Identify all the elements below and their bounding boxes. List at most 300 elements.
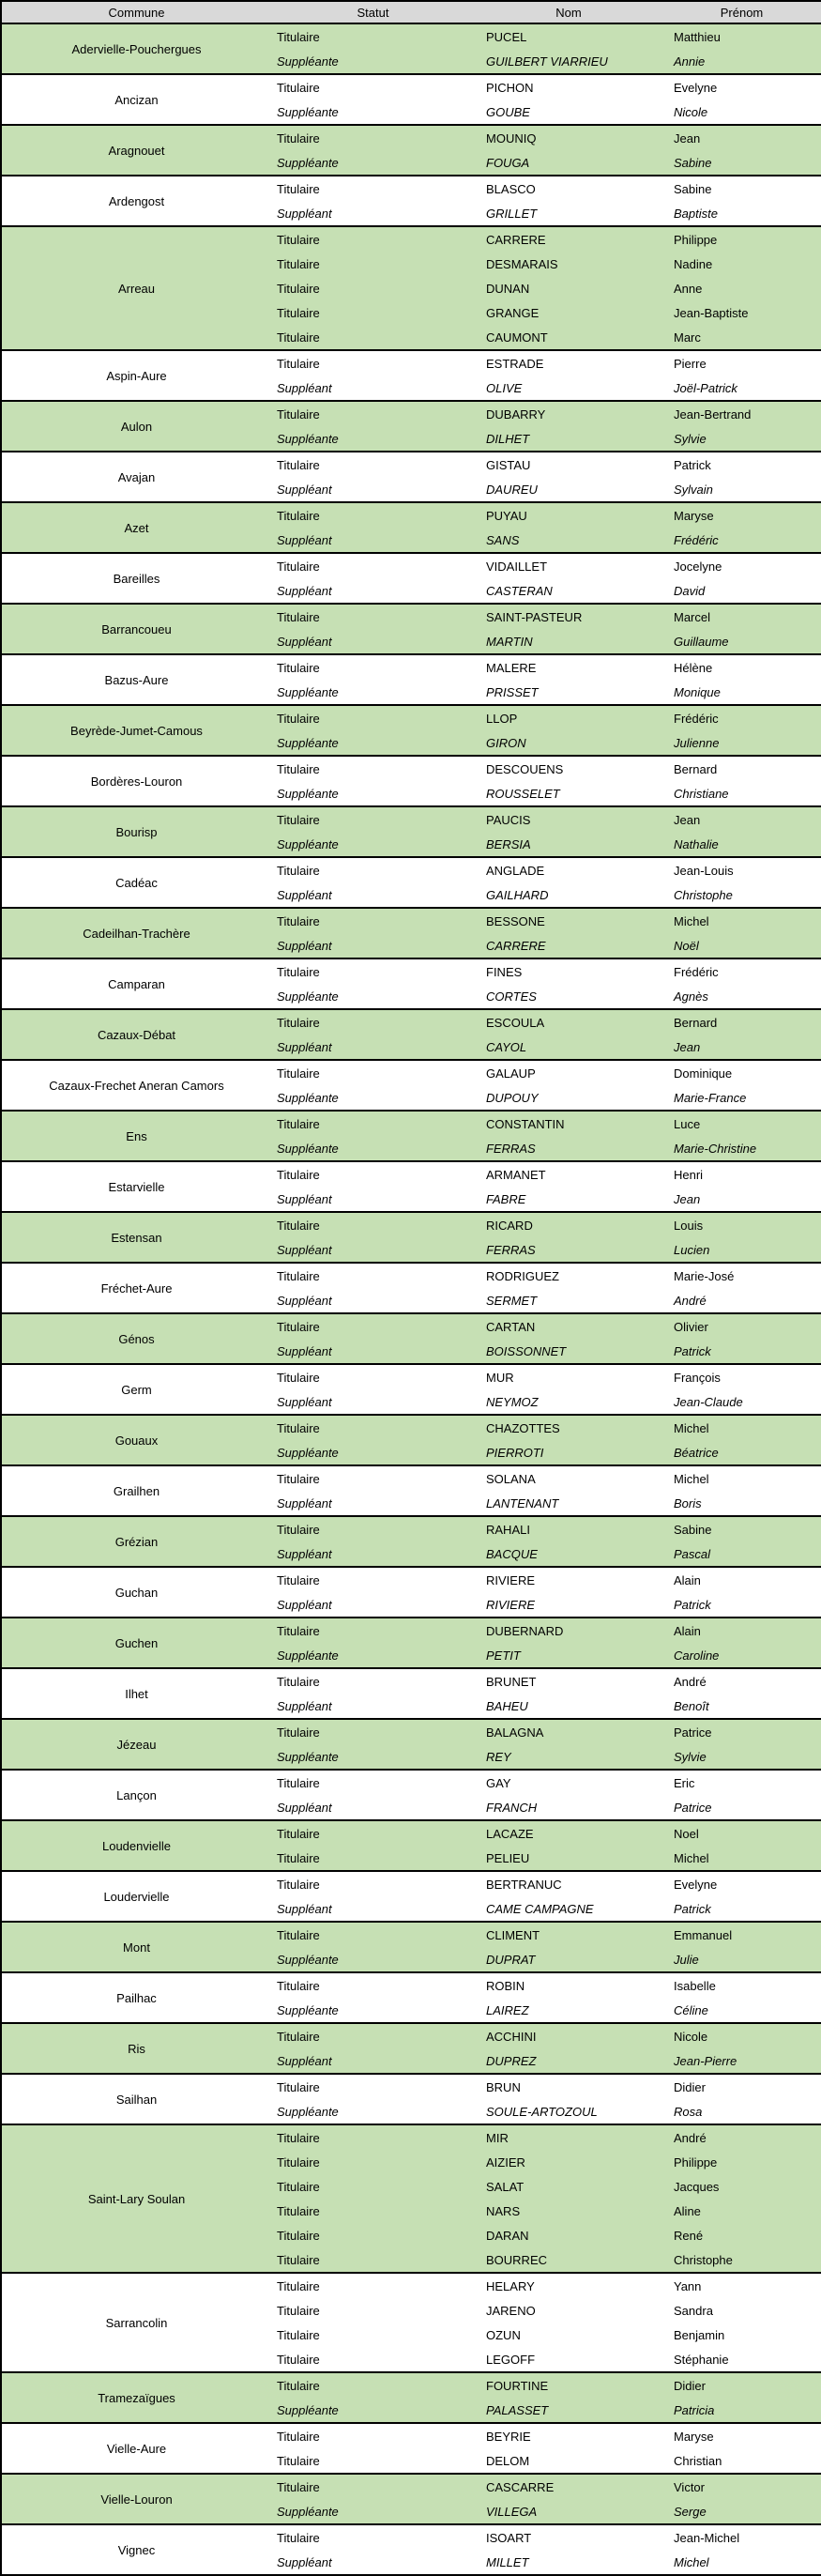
commune-cell: Pailhac [1, 1972, 271, 2023]
commune-cell: Arreau [1, 226, 271, 350]
statut-cell: Suppléante [271, 2099, 475, 2124]
nom-cell: GISTAU [475, 452, 662, 477]
statut-cell: Titulaire [271, 401, 475, 426]
prenom-cell: Joël-Patrick [662, 376, 821, 401]
header-row [1, 1, 821, 23]
prenom-cell: Luce [662, 1111, 821, 1136]
commune-cell: Aragnouet [1, 125, 271, 176]
table-row [1, 1770, 821, 1795]
nom-cell: BLASCO [475, 176, 662, 201]
prenom-cell: Patrice [662, 1719, 821, 1744]
table-row [1, 1415, 821, 1440]
nom-cell: ANGLADE [475, 857, 662, 882]
table-row [1, 1516, 821, 1541]
nom-cell: FERRAS [475, 1136, 662, 1161]
statut-cell: Suppléant [271, 1491, 475, 1516]
statut-cell: Suppléante [271, 100, 475, 125]
statut-cell: Titulaire [271, 2347, 475, 2372]
prenom-cell: André [662, 1668, 821, 1694]
prenom-cell: David [662, 578, 821, 604]
statut-cell: Titulaire [271, 1060, 475, 1085]
table-row [1, 1618, 821, 1643]
table-row [1, 654, 821, 680]
commune-cell: Loudervielle [1, 1871, 271, 1922]
statut-cell: Titulaire [271, 1567, 475, 1592]
prenom-cell: Jean [662, 125, 821, 150]
statut-cell: Suppléant [271, 1896, 475, 1922]
nom-cell: LACAZE [475, 1820, 662, 1846]
prenom-cell: Nathalie [662, 832, 821, 857]
prenom-cell: Marie-France [662, 1085, 821, 1111]
prenom-cell: Aline [662, 2199, 821, 2223]
statut-cell: Titulaire [271, 1263, 475, 1288]
commune-cell: Vignec [1, 2524, 271, 2575]
prenom-cell: Yann [662, 2273, 821, 2298]
commune-cell: Avajan [1, 452, 271, 502]
statut-cell: Suppléante [271, 1643, 475, 1668]
column-header-prenom: Prénom [662, 1, 821, 23]
statut-cell: Suppléante [271, 984, 475, 1009]
commune-cell: Lançon [1, 1770, 271, 1820]
nom-cell: PUYAU [475, 502, 662, 528]
nom-cell: PUCEL [475, 23, 662, 49]
nom-cell: AIZIER [475, 2150, 662, 2174]
commune-cell: Ilhet [1, 1668, 271, 1719]
commune-cell: Cazaux-Débat [1, 1009, 271, 1060]
nom-cell: BESSONE [475, 908, 662, 933]
nom-cell: VILLEGA [475, 2499, 662, 2524]
nom-cell: LLOP [475, 705, 662, 730]
statut-cell: Titulaire [271, 1668, 475, 1694]
statut-cell: Titulaire [271, 2273, 475, 2298]
statut-cell: Titulaire [271, 1313, 475, 1339]
commune-cell: Azet [1, 502, 271, 553]
nom-cell: GIRON [475, 730, 662, 756]
nom-cell: CAYOL [475, 1035, 662, 1060]
prenom-cell: Michel [662, 908, 821, 933]
nom-cell: SOULE-ARTOZOUL [475, 2099, 662, 2124]
nom-cell: FOURTINE [475, 2372, 662, 2398]
statut-cell: Titulaire [271, 1516, 475, 1541]
statut-cell: Suppléante [271, 1440, 475, 1465]
statut-cell: Titulaire [271, 2023, 475, 2048]
prenom-cell: Christian [662, 2448, 821, 2474]
nom-cell: DUNAN [475, 276, 662, 300]
commune-cell: Estensan [1, 1212, 271, 1263]
statut-cell: Titulaire [271, 74, 475, 100]
statut-cell: Titulaire [271, 2323, 475, 2347]
prenom-cell: Stéphanie [662, 2347, 821, 2372]
nom-cell: MUR [475, 1364, 662, 1389]
prenom-cell: Baptiste [662, 201, 821, 226]
commune-cell: Adervielle-Pouchergues [1, 23, 271, 74]
commune-cell: Vielle-Aure [1, 2423, 271, 2474]
statut-cell: Titulaire [271, 2223, 475, 2247]
prenom-cell: Jean-Bertrand [662, 401, 821, 426]
nom-cell: PIERROTI [475, 1440, 662, 1465]
prenom-cell: Sylvain [662, 477, 821, 502]
prenom-cell: Victor [662, 2474, 821, 2499]
prenom-cell: René [662, 2223, 821, 2247]
table-row [1, 1871, 821, 1896]
prenom-cell: Olivier [662, 1313, 821, 1339]
table-row [1, 1364, 821, 1389]
nom-cell: CASTERAN [475, 578, 662, 604]
nom-cell: FOUGA [475, 150, 662, 176]
table-row [1, 1060, 821, 1085]
nom-cell: CORTES [475, 984, 662, 1009]
nom-cell: DILHET [475, 426, 662, 452]
nom-cell: GAY [475, 1770, 662, 1795]
prenom-cell: Julie [662, 1947, 821, 1972]
nom-cell: SANS [475, 528, 662, 553]
prenom-cell: Patrick [662, 1592, 821, 1618]
nom-cell: RICARD [475, 1212, 662, 1237]
nom-cell: ISOART [475, 2524, 662, 2550]
prenom-cell: Emmanuel [662, 1922, 821, 1947]
statut-cell: Suppléante [271, 1947, 475, 1972]
prenom-cell: Noel [662, 1820, 821, 1846]
prenom-cell: Michel [662, 2550, 821, 2575]
statut-cell: Titulaire [271, 604, 475, 629]
prenom-cell: Henri [662, 1161, 821, 1187]
commune-cell: Aspin-Aure [1, 350, 271, 401]
prenom-cell: Julienne [662, 730, 821, 756]
table-row [1, 2372, 821, 2398]
prenom-cell: Alain [662, 1567, 821, 1592]
statut-cell: Suppléant [271, 2550, 475, 2575]
nom-cell: MOUNIQ [475, 125, 662, 150]
prenom-cell: Philippe [662, 226, 821, 252]
statut-cell: Suppléant [271, 1339, 475, 1364]
nom-cell: SOLANA [475, 1465, 662, 1491]
table-row [1, 226, 821, 252]
nom-cell: RODRIGUEZ [475, 1263, 662, 1288]
table-row [1, 705, 821, 730]
nom-cell: SAINT-PASTEUR [475, 604, 662, 629]
statut-cell: Titulaire [271, 2247, 475, 2273]
prenom-cell: Pierre [662, 350, 821, 376]
statut-cell: Titulaire [271, 1846, 475, 1871]
prenom-cell: Sylvie [662, 426, 821, 452]
prenom-cell: Caroline [662, 1643, 821, 1668]
statut-cell: Titulaire [271, 2448, 475, 2474]
prenom-cell: Marcel [662, 604, 821, 629]
statut-cell: Titulaire [271, 1009, 475, 1035]
nom-cell: MIR [475, 2124, 662, 2150]
prenom-cell: Annie [662, 49, 821, 74]
nom-cell: PETIT [475, 1643, 662, 1668]
prenom-cell: Jean-Baptiste [662, 300, 821, 325]
commune-cell: Vielle-Louron [1, 2474, 271, 2524]
commune-cell: Tramezaïgues [1, 2372, 271, 2423]
nom-cell: BEYRIE [475, 2423, 662, 2448]
table-row [1, 1668, 821, 1694]
prenom-cell: Jacques [662, 2174, 821, 2199]
statut-cell: Titulaire [271, 806, 475, 832]
statut-cell: Titulaire [271, 1111, 475, 1136]
statut-cell: Suppléante [271, 1998, 475, 2023]
statut-cell: Titulaire [271, 1972, 475, 1998]
statut-cell: Suppléant [271, 1389, 475, 1415]
commune-cell: Ancizan [1, 74, 271, 125]
statut-cell: Suppléante [271, 2398, 475, 2423]
prenom-cell: Michel [662, 1465, 821, 1491]
statut-cell: Suppléant [271, 933, 475, 958]
prenom-cell: Nicole [662, 2023, 821, 2048]
statut-cell: Titulaire [271, 1922, 475, 1947]
nom-cell: RIVIERE [475, 1592, 662, 1618]
statut-cell: Suppléant [271, 528, 475, 553]
statut-cell: Suppléant [271, 376, 475, 401]
table-row [1, 1820, 821, 1846]
commune-cell: Barrancoueu [1, 604, 271, 654]
nom-cell: DUPRAT [475, 1947, 662, 1972]
statut-cell: Suppléant [271, 1035, 475, 1060]
prenom-cell: Sabine [662, 176, 821, 201]
nom-cell: GUILBERT VIARRIEU [475, 49, 662, 74]
commune-cell: Camparan [1, 958, 271, 1009]
commune-cell: Beyrède-Jumet-Camous [1, 705, 271, 756]
commune-cell: Génos [1, 1313, 271, 1364]
table-row [1, 1567, 821, 1592]
nom-cell: PAUCIS [475, 806, 662, 832]
commune-cell: Mont [1, 1922, 271, 1972]
prenom-cell: Evelyne [662, 1871, 821, 1896]
statut-cell: Suppléant [271, 882, 475, 908]
prenom-cell: Bernard [662, 756, 821, 781]
nom-cell: FERRAS [475, 1237, 662, 1263]
nom-cell: LEGOFF [475, 2347, 662, 2372]
prenom-cell: Benoît [662, 1694, 821, 1719]
table-row [1, 23, 821, 49]
table-row [1, 125, 821, 150]
nom-cell: ESTRADE [475, 350, 662, 376]
nom-cell: DAUREU [475, 477, 662, 502]
nom-cell: CARRERE [475, 226, 662, 252]
commune-cell: Guchan [1, 1567, 271, 1618]
table-row [1, 2074, 821, 2099]
prenom-cell: Marc [662, 325, 821, 350]
nom-cell: CHAZOTTES [475, 1415, 662, 1440]
nom-cell: SALAT [475, 2174, 662, 2199]
nom-cell: FABRE [475, 1187, 662, 1212]
nom-cell: PICHON [475, 74, 662, 100]
table-row [1, 553, 821, 578]
statut-cell: Titulaire [271, 2074, 475, 2099]
nom-cell: FINES [475, 958, 662, 984]
prenom-cell: Matthieu [662, 23, 821, 49]
prenom-cell: Christiane [662, 781, 821, 806]
nom-cell: NARS [475, 2199, 662, 2223]
nom-cell: BOURREC [475, 2247, 662, 2273]
statut-cell: Suppléante [271, 1136, 475, 1161]
prenom-cell: Hélène [662, 654, 821, 680]
statut-cell: Suppléante [271, 781, 475, 806]
statut-cell: Titulaire [271, 2474, 475, 2499]
nom-cell: BAHEU [475, 1694, 662, 1719]
table-row [1, 1719, 821, 1744]
prenom-cell: Frédéric [662, 705, 821, 730]
nom-cell: CLIMENT [475, 1922, 662, 1947]
nom-cell: DELOM [475, 2448, 662, 2474]
nom-cell: ACCHINI [475, 2023, 662, 2048]
statut-cell: Titulaire [271, 2524, 475, 2550]
prenom-cell: Anne [662, 276, 821, 300]
prenom-cell: Guillaume [662, 629, 821, 654]
statut-cell: Suppléant [271, 477, 475, 502]
nom-cell: CAUMONT [475, 325, 662, 350]
nom-cell: JARENO [475, 2298, 662, 2323]
commune-cell: Bourisp [1, 806, 271, 857]
table-row [1, 176, 821, 201]
nom-cell: CASCARRE [475, 2474, 662, 2499]
commune-cell: Gouaux [1, 1415, 271, 1465]
prenom-cell: Marie-Christine [662, 1136, 821, 1161]
statut-cell: Titulaire [271, 23, 475, 49]
prenom-cell: Sylvie [662, 1744, 821, 1770]
statut-cell: Titulaire [271, 125, 475, 150]
prenom-cell: Alain [662, 1618, 821, 1643]
nom-cell: LANTENANT [475, 1491, 662, 1516]
table-row [1, 502, 821, 528]
statut-cell: Titulaire [271, 1465, 475, 1491]
statut-cell: Suppléante [271, 1085, 475, 1111]
nom-cell: CAME CAMPAGNE [475, 1896, 662, 1922]
prenom-cell: Jocelyne [662, 553, 821, 578]
prenom-cell: Agnès [662, 984, 821, 1009]
table-row [1, 1009, 821, 1035]
statut-cell: Titulaire [271, 325, 475, 350]
nom-cell: GAILHARD [475, 882, 662, 908]
statut-cell: Titulaire [271, 2423, 475, 2448]
table-row [1, 350, 821, 376]
nom-cell: DESCOUENS [475, 756, 662, 781]
statut-cell: Titulaire [271, 2372, 475, 2398]
column-header-statut: Statut [271, 1, 475, 23]
column-header-nom: Nom [475, 1, 662, 23]
statut-cell: Titulaire [271, 654, 475, 680]
prenom-cell: Rosa [662, 2099, 821, 2124]
statut-cell: Titulaire [271, 553, 475, 578]
statut-cell: Suppléant [271, 1288, 475, 1313]
prenom-cell: Christophe [662, 882, 821, 908]
nom-cell: CARRERE [475, 933, 662, 958]
statut-cell: Suppléant [271, 1187, 475, 1212]
nom-cell: MALERE [475, 654, 662, 680]
statut-cell: Titulaire [271, 1770, 475, 1795]
statut-cell: Titulaire [271, 1820, 475, 1846]
prenom-cell: Christophe [662, 2247, 821, 2273]
commune-cell: Grailhen [1, 1465, 271, 1516]
statut-cell: Suppléant [271, 201, 475, 226]
statut-cell: Suppléante [271, 730, 475, 756]
prenom-cell: Patrick [662, 1896, 821, 1922]
statut-cell: Titulaire [271, 226, 475, 252]
statut-cell: Suppléant [271, 1237, 475, 1263]
prenom-cell: Jean-Michel [662, 2524, 821, 2550]
nom-cell: BERTRANUC [475, 1871, 662, 1896]
table-row [1, 857, 821, 882]
statut-cell: Suppléant [271, 1694, 475, 1719]
statut-cell: Titulaire [271, 1161, 475, 1187]
prenom-cell: Patrick [662, 1339, 821, 1364]
table-row [1, 756, 821, 781]
statut-cell: Titulaire [271, 705, 475, 730]
table-row [1, 604, 821, 629]
prenom-cell: Monique [662, 680, 821, 705]
nom-cell: DUPOUY [475, 1085, 662, 1111]
commune-cell: Guchen [1, 1618, 271, 1668]
table-row [1, 1313, 821, 1339]
commune-cell: Cadeilhan-Trachère [1, 908, 271, 958]
commune-cell: Loudenvielle [1, 1820, 271, 1871]
prenom-cell: Pascal [662, 1541, 821, 1567]
nom-cell: SERMET [475, 1288, 662, 1313]
prenom-cell: Sabine [662, 150, 821, 176]
nom-cell: CONSTANTIN [475, 1111, 662, 1136]
prenom-cell: Jean-Claude [662, 1389, 821, 1415]
prenom-cell: Jean-Pierre [662, 2048, 821, 2074]
nom-cell: DUBARRY [475, 401, 662, 426]
nom-cell: MILLET [475, 2550, 662, 2575]
table-body [1, 23, 821, 2575]
prenom-cell: Jean-Louis [662, 857, 821, 882]
nom-cell: HELARY [475, 2273, 662, 2298]
prenom-cell: André [662, 2124, 821, 2150]
nom-cell: BACQUE [475, 1541, 662, 1567]
prenom-cell: François [662, 1364, 821, 1389]
commune-cell: Bordères-Louron [1, 756, 271, 806]
nom-cell: ESCOULA [475, 1009, 662, 1035]
prenom-cell: Jean [662, 1187, 821, 1212]
nom-cell: GOUBE [475, 100, 662, 125]
statut-cell: Titulaire [271, 1364, 475, 1389]
commune-cell: Sarrancolin [1, 2273, 271, 2372]
commune-cell: Cadéac [1, 857, 271, 908]
prenom-cell: Dominique [662, 1060, 821, 1085]
nom-cell: NEYMOZ [475, 1389, 662, 1415]
prenom-cell: Michel [662, 1415, 821, 1440]
table-row [1, 1161, 821, 1187]
nom-cell: RIVIERE [475, 1567, 662, 1592]
statut-cell: Titulaire [271, 2150, 475, 2174]
nom-cell: GALAUP [475, 1060, 662, 1085]
statut-cell: Titulaire [271, 2199, 475, 2223]
table-row [1, 2273, 821, 2298]
commune-cell: Bazus-Aure [1, 654, 271, 705]
commune-cell: Ardengost [1, 176, 271, 226]
prenom-cell: Sandra [662, 2298, 821, 2323]
prenom-cell: Patrice [662, 1795, 821, 1820]
nom-cell: RAHALI [475, 1516, 662, 1541]
prenom-cell: Céline [662, 1998, 821, 2023]
nom-cell: GRILLET [475, 201, 662, 226]
nom-cell: DESMARAIS [475, 252, 662, 276]
nom-cell: OLIVE [475, 376, 662, 401]
commune-cell: Jézeau [1, 1719, 271, 1770]
statut-cell: Titulaire [271, 300, 475, 325]
column-header-commune: Commune [1, 1, 271, 23]
statut-cell: Suppléante [271, 832, 475, 857]
table-row [1, 908, 821, 933]
prenom-cell: Nicole [662, 100, 821, 125]
statut-cell: Titulaire [271, 958, 475, 984]
commune-cell: Ris [1, 2023, 271, 2074]
nom-cell: DARAN [475, 2223, 662, 2247]
statut-cell: Titulaire [271, 276, 475, 300]
nom-cell: BRUN [475, 2074, 662, 2099]
